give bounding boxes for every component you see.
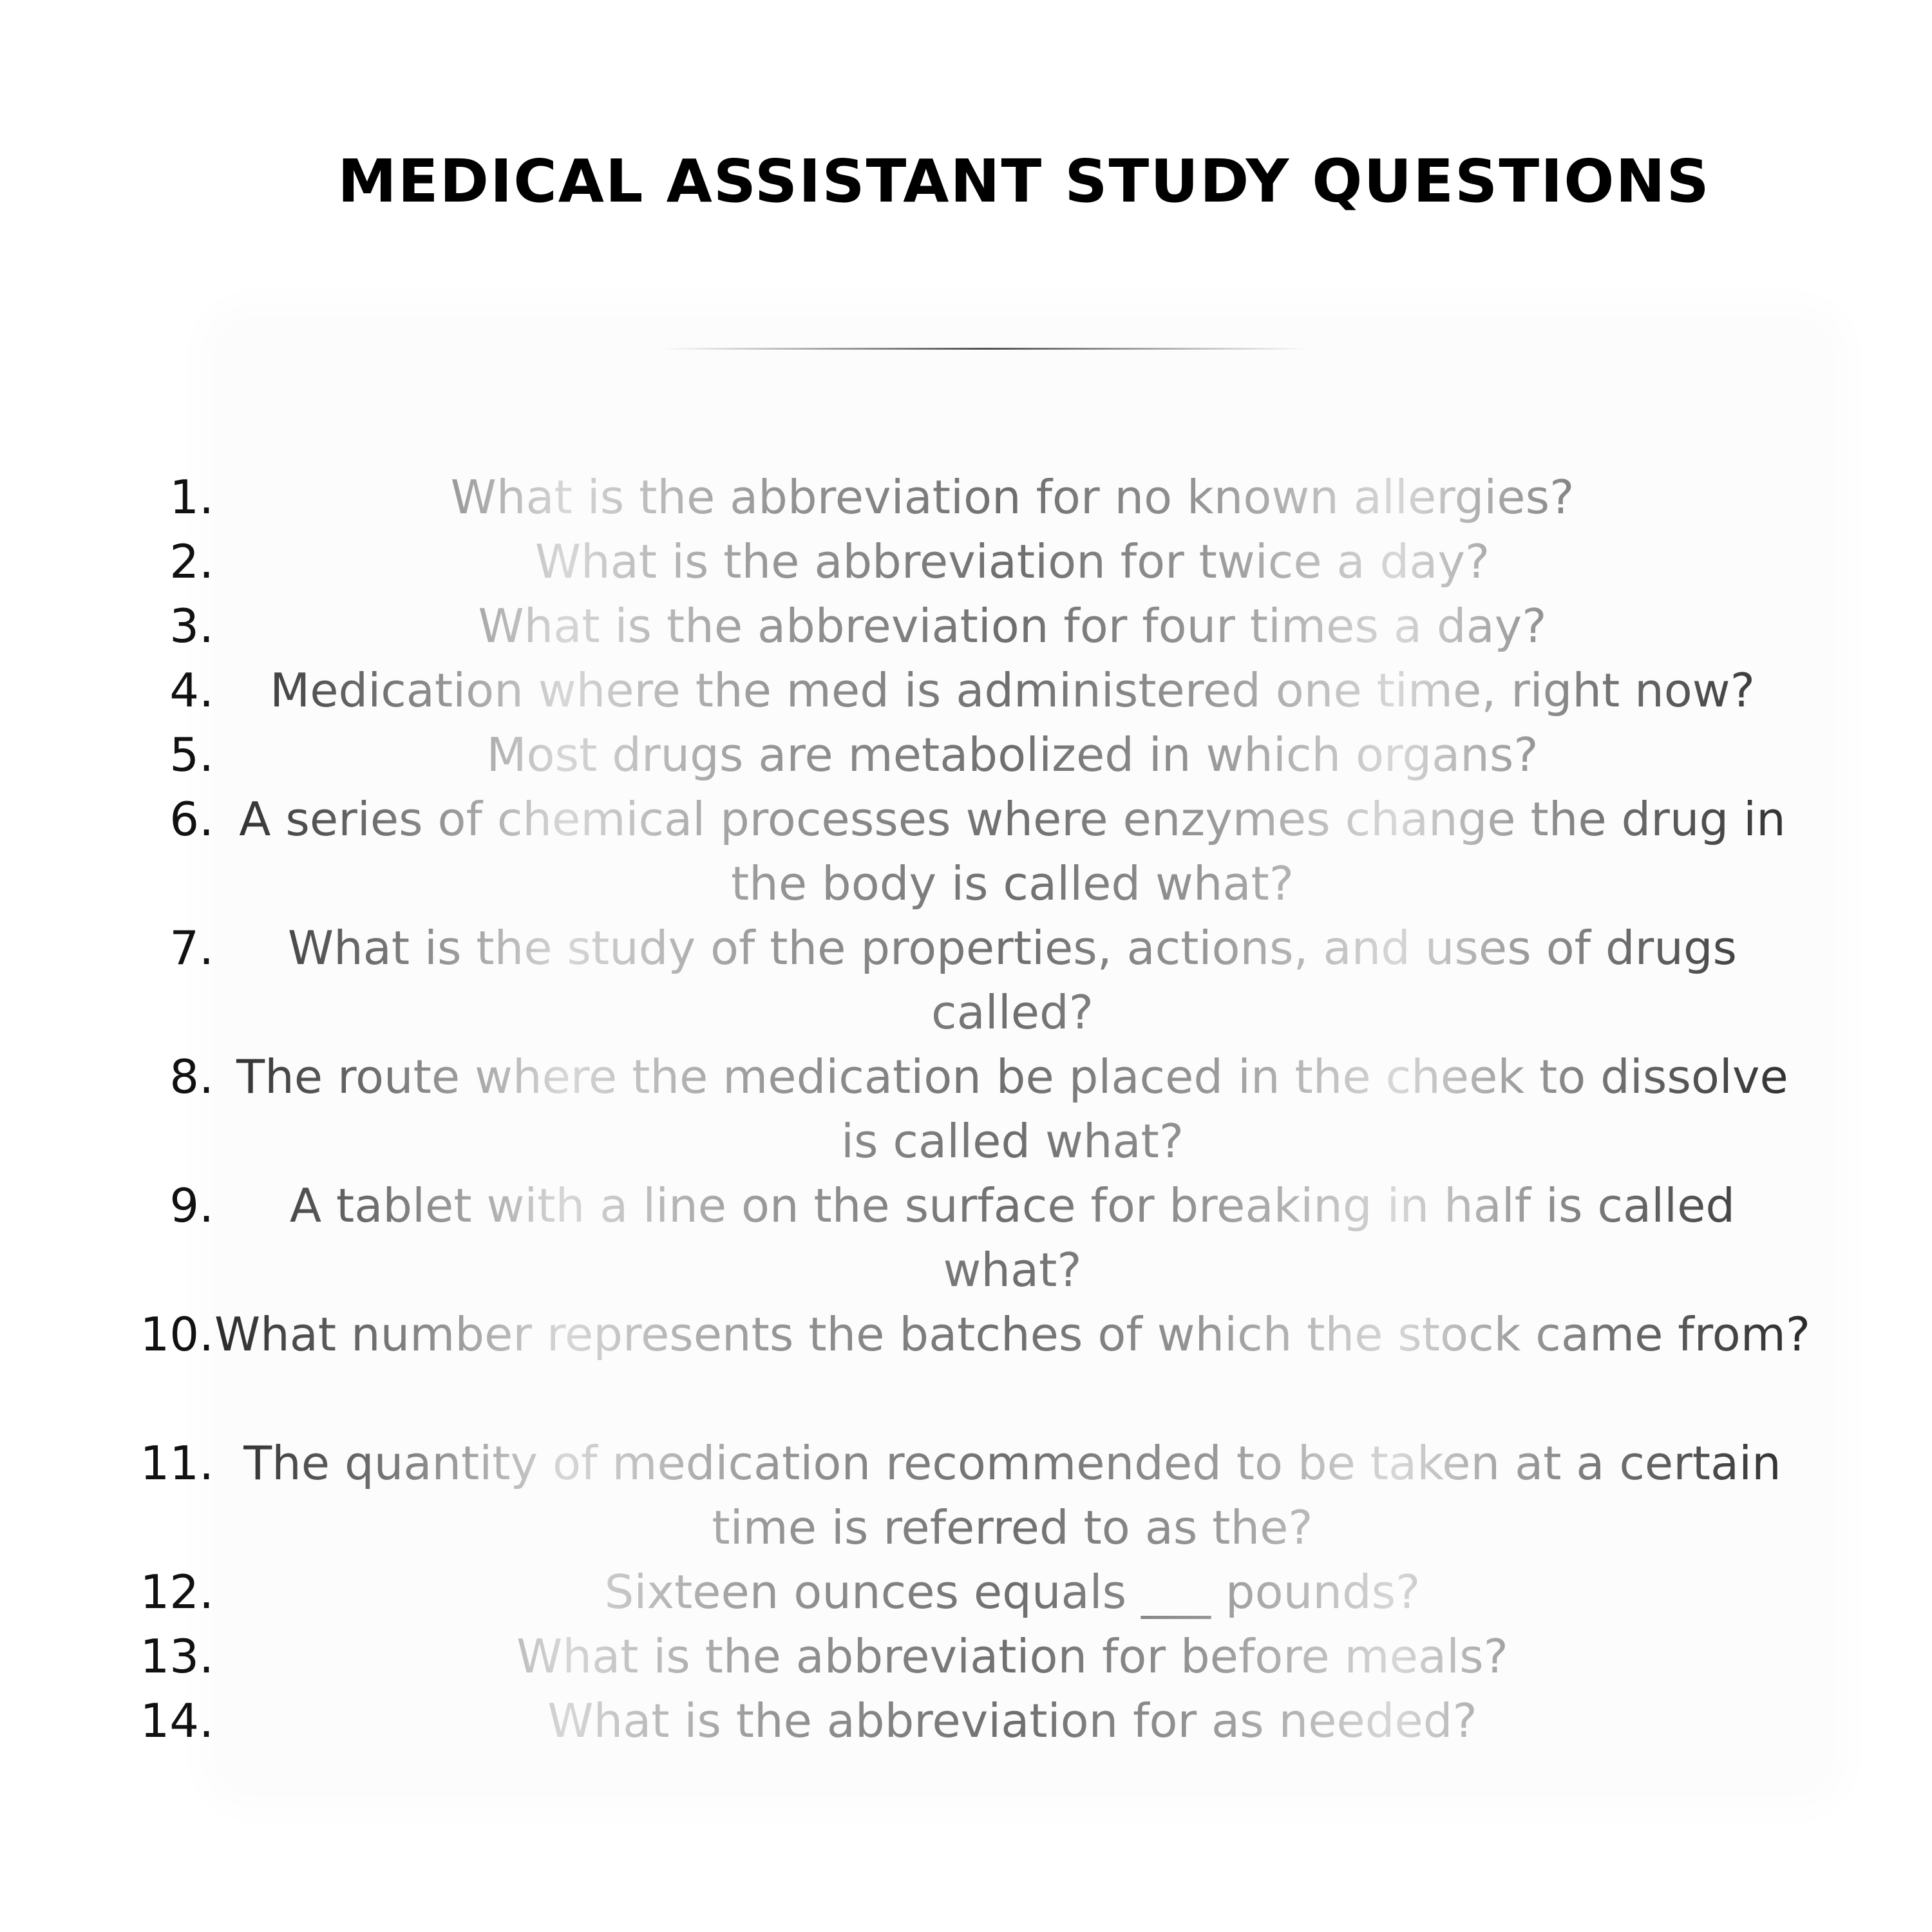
question-number: 3. bbox=[169, 599, 214, 653]
question-text: The route where the medication be placed in the cheek to dissolve is called what? bbox=[214, 1045, 1811, 1173]
question-text: A series of chemical processes where enzymes change the drug in the body is called what? bbox=[214, 787, 1811, 916]
question-text: Medication where the med is administered one time, right now? bbox=[214, 658, 1811, 723]
question-item bbox=[0, 1045, 1932, 1173]
question-text: What is the abbreviation for twice a day? bbox=[214, 529, 1811, 594]
question-item bbox=[0, 723, 1932, 787]
question-item bbox=[0, 1173, 1932, 1302]
question-item bbox=[0, 465, 1932, 529]
question-text: What is the abbreviation for before meals? bbox=[214, 1624, 1811, 1689]
question-list bbox=[0, 465, 1932, 1753]
question-item bbox=[0, 1431, 1932, 1560]
question-number: 7. bbox=[169, 921, 214, 975]
question-text: What is the abbreviation for four times a day? bbox=[214, 594, 1811, 658]
question-item bbox=[0, 1302, 1932, 1431]
question-text: What is the abbreviation for as needed? bbox=[214, 1689, 1811, 1753]
question-item bbox=[0, 1689, 1932, 1753]
question-number: 2. bbox=[169, 535, 214, 589]
question-item bbox=[0, 529, 1932, 594]
question-text: Sixteen ounces equals ___ pounds? bbox=[214, 1560, 1811, 1624]
question-number: 13. bbox=[140, 1629, 214, 1683]
question-item bbox=[0, 787, 1932, 916]
question-text: A tablet with a line on the surface for breaking in half is called what? bbox=[214, 1173, 1811, 1302]
question-text: What number represents the batches of which the stock came from? bbox=[214, 1302, 1811, 1367]
question-item bbox=[0, 594, 1932, 658]
question-item bbox=[0, 916, 1932, 1045]
question-number: 8. bbox=[169, 1050, 214, 1104]
question-text: What is the study of the properties, actions, and uses of drugs called? bbox=[214, 916, 1811, 1045]
question-number: 14. bbox=[140, 1694, 214, 1748]
question-text: The quantity of medication recommended to be taken at a certain time is referred to as the? bbox=[214, 1431, 1811, 1560]
question-number: 11. bbox=[140, 1436, 214, 1490]
question-number: 4. bbox=[169, 663, 214, 717]
question-item bbox=[0, 658, 1932, 723]
title-divider bbox=[663, 348, 1307, 350]
question-number: 1. bbox=[169, 470, 214, 524]
question-text: Most drugs are metabolized in which organs? bbox=[214, 723, 1811, 787]
page-title: MEDICAL ASSISTANT STUDY QUESTIONS bbox=[337, 147, 1710, 216]
question-number: 5. bbox=[169, 728, 214, 782]
question-number: 6. bbox=[169, 792, 214, 846]
question-number: 12. bbox=[140, 1565, 214, 1619]
question-text: What is the abbreviation for no known allergies? bbox=[214, 465, 1811, 529]
question-item bbox=[0, 1624, 1932, 1689]
question-number: 9. bbox=[169, 1179, 214, 1233]
question-item bbox=[0, 1560, 1932, 1624]
question-number: 10. bbox=[140, 1307, 214, 1361]
